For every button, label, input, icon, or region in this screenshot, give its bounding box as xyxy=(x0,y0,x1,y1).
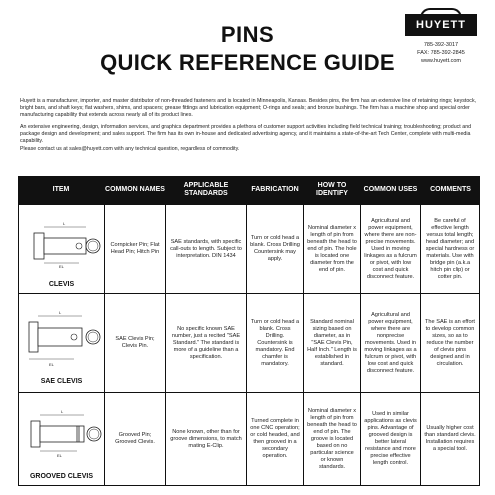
item-label: SAE CLEVIS xyxy=(40,378,83,385)
svg-text:EL: EL xyxy=(49,362,54,367)
cell-fabrication: Turn or cold head a blank. Cross Drilling. Countersink is mandatory. End chamfer is mandatory. xyxy=(247,294,303,392)
column-header-fabrication: FABRICATION xyxy=(251,186,299,193)
clevis-pin-drawing xyxy=(19,205,104,293)
column-header-applicable-standards: APPLICABLE STANDARDS xyxy=(183,182,229,197)
column-header-how-to-identify: HOW TO IDENTIFY xyxy=(316,182,348,197)
intro-paragraph-2: An extensive engineering, design, information services, and graphics department provides a plethora of customer support activities including field technical training; troubleshooting; product and package design and development; and sales support. The firm has its own in-house and dedicated advertising agency, and it maintains a state-of-the-art Tech Center, complete with multi-media capability. xyxy=(20,124,472,144)
svg-text:L: L xyxy=(61,409,64,414)
cell-applicable-standards: No specific known SAE number, just a recited "SAE Standard." The standard is more of a guideline than a specification. xyxy=(166,294,246,392)
cell-fabrication: Turned complete in one CNC operation; or cold headed, and then grooved in a secondary operation. xyxy=(247,393,303,485)
svg-text:L: L xyxy=(59,310,62,315)
intro-paragraph-1: Huyett is a manufacturer, importer, and master distributor of non-threaded fasteners and is located in Minneapolis, Kansas. Besides pins, the firm has an extensive line of retaining rings; keystock, bright bars, and shaft keys; flat washers, shims, and spacers; grease fittings and lubrication equipment; O-rings and seals; and bronze bushings. The firm has a machine shop and special order manufacturing capability that extends across nearly all of its product lines. xyxy=(20,98,477,118)
column-header-item: ITEM xyxy=(52,186,70,193)
website-link[interactable]: www.huyett.com xyxy=(420,58,462,64)
intro-paragraph-3: Please contact us at sales@huyett.com with any technical question, regardless of commodity. xyxy=(20,146,240,152)
item-label: GROOVED CLEVIS xyxy=(29,473,93,480)
cell-fabrication: Turn or cold head a blank. Cross Drilling Countersink may apply. xyxy=(247,205,303,293)
fax-number: FAX: 785-392-2845 xyxy=(417,50,465,56)
cell-applicable-standards: None known, other than for groove dimensions, to match mating E-Clip. xyxy=(166,393,246,485)
column-header-common-uses: COMMON USES xyxy=(363,186,418,193)
svg-text:L: L xyxy=(63,221,66,226)
cell-common-uses: Used in similar applications as clevis pins. Advantage of grooved design is better lateral resistance and more precise effective length control. xyxy=(361,393,420,485)
grooved-clevis-pin-drawing xyxy=(19,393,104,485)
page-title-line2: QUICK REFERENCE GUIDE xyxy=(100,50,395,75)
huyett-logo: HUYETT xyxy=(405,14,477,36)
cell-common-uses: Agricultural and power equipment, where there are nonprecise movements. Used in moving linkages as a fulcrum or pivot, with low cost and quick disconnect feature. xyxy=(361,294,420,392)
cell-common-uses: Agricultural and power equipment, where there are non-precise movements. Used in moving linkages as a fulcrum or pivot, with low cost and quick disconnect feature. xyxy=(361,205,420,293)
cell-how-to-identify: Standard nominal sizing based on diameter, as in "SAE Clevis Pin, Half Inch." Length is established in standard. xyxy=(304,294,360,392)
pins-reference-table xyxy=(18,176,480,486)
table-row-item-sae-clevis xyxy=(19,294,104,392)
cell-comments: Usually higher cost than standard clevis. Installation requires a special tool. xyxy=(421,393,479,485)
svg-text:EL: EL xyxy=(57,453,62,458)
column-header-comments: COMMENTS xyxy=(430,186,471,193)
cell-common-names: Grooved Pin; Grooved Clevis. xyxy=(105,393,165,485)
cell-common-names: SAE Clevis Pin; Clevis Pin. xyxy=(105,294,165,392)
cell-applicable-standards: SAE standards, with specific call-outs to length. Subject to interpretation. DIN 1434 xyxy=(166,205,246,293)
svg-text:EL: EL xyxy=(59,264,64,269)
phone-number: 785-392-3017 xyxy=(423,42,459,48)
table-row-item-clevis xyxy=(19,205,104,293)
column-header-common-names: COMMON NAMES xyxy=(105,186,165,193)
table-row-item-grooved-clevis xyxy=(19,393,104,485)
cell-common-names: Cornpicker Pin; Flat Head Pin; Hitch Pin xyxy=(105,205,165,293)
item-label: CLEVIS xyxy=(48,281,75,288)
page-title-line1: PINS xyxy=(220,22,275,47)
cell-comments: Be careful of effective length versus total length; head diameter; and special hardness or materials. Use with bridge pin (a.k.a hitch pin clip) or cotter pin. xyxy=(421,205,479,293)
cell-how-to-identify: Nominal diameter x length of pin from beneath the head to end of pin. The groove is located based on no particular science or known standards. xyxy=(304,393,360,485)
cell-how-to-identify: Nominal diameter x length of pin from beneath the head to end of pin. The hole is located one diameter from the end of pin. xyxy=(304,205,360,293)
cell-comments: The SAE is an effort to develop common sizes, so as to reduce the number of clevis pins designed and in circulation. xyxy=(421,294,479,392)
